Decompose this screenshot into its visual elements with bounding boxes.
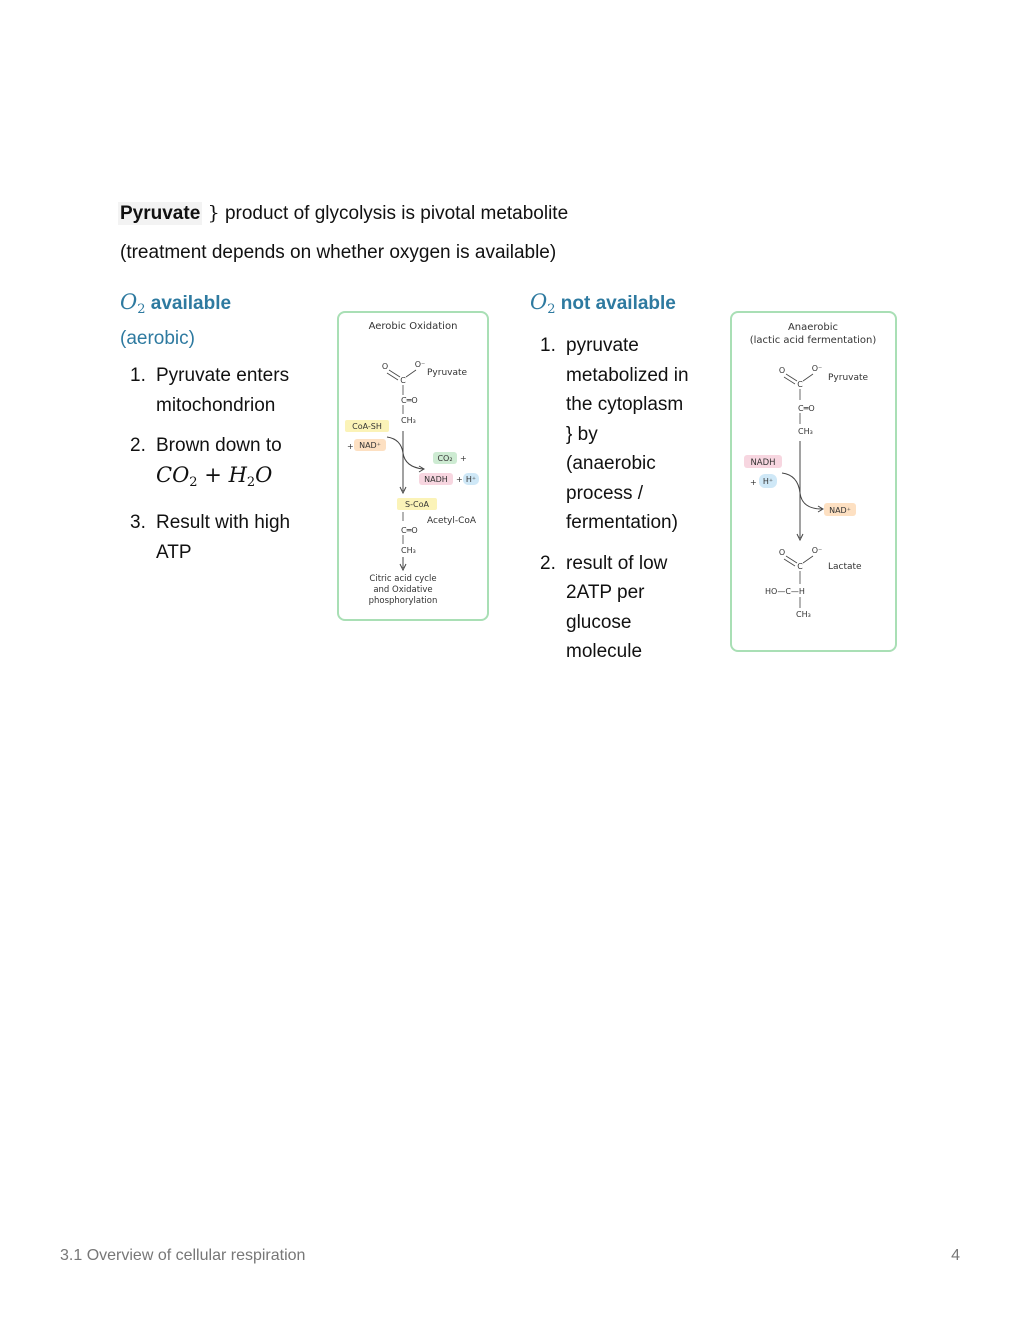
group-ch3: CH₃ [798, 427, 813, 436]
anaerobic-list [540, 331, 691, 678]
atom-c: C [797, 562, 803, 571]
intro-line-1-text: product of glycolysis is pivotal metabolite [224, 203, 569, 224]
figure-title: Anaerobic [787, 322, 839, 333]
atom-o: O [778, 366, 786, 375]
atom-o-minus: O⁻ [811, 546, 823, 555]
group-ch3: CH₃ [401, 416, 416, 425]
anaerobic-heading-bold: not available [560, 293, 676, 314]
label-lactate: Lactate [828, 562, 862, 572]
plus-sign: + [347, 442, 354, 451]
tag-nad-plus: NAD⁺ [359, 441, 381, 450]
group-c-eq-o: C═O [401, 526, 418, 535]
footer-section-title: 3.1 Overview of cellular respiration [60, 1247, 306, 1264]
o2-symbol: $O_2$ [530, 290, 556, 317]
tag-coa-sh: CoA-SH [352, 422, 382, 431]
aerobic-section [120, 288, 320, 353]
caption-line: and Oxidative [373, 585, 433, 595]
tag-nadh: NADH [750, 458, 776, 468]
anaerobic-fermentation-figure [730, 311, 897, 652]
atom-o: O [381, 362, 389, 371]
caption-line: phosphorylation [368, 596, 438, 606]
aerobic-subheading: (aerobic) [120, 328, 195, 349]
aerobic-heading [120, 288, 320, 324]
list-item: 2. result of low 2ATP per glucose molecule [540, 552, 668, 662]
figure-title: Aerobic Oxidation [368, 321, 458, 332]
aerobic-oxidation-figure [337, 311, 489, 621]
label-acetyl-coa: Acetyl-CoA [427, 516, 477, 526]
pyruvate-keyword: Pyruvate [120, 203, 201, 224]
group-ch3: CH₃ [401, 546, 416, 555]
group-c-eq-o: C═O [401, 396, 418, 405]
anaerobic-heading [530, 288, 720, 324]
label-pyruvate: Pyruvate [427, 368, 468, 378]
aerobic-heading-bold: available [150, 293, 232, 314]
o2-symbol: $O_2$ [120, 290, 146, 317]
list-item: 1. Pyruvate enters mitochondrion [130, 365, 290, 416]
group-c-eq-o: C═O [798, 404, 815, 413]
atom-o-minus: O⁻ [811, 364, 823, 373]
tag-h-plus: H⁺ [762, 477, 774, 486]
tag-h-plus: H⁺ [465, 475, 477, 484]
atom-o: O [778, 548, 786, 557]
group-ch3: CH₃ [796, 610, 811, 619]
atom-o-minus: O⁻ [414, 360, 426, 369]
atom-c: C [797, 380, 803, 389]
tag-co2: CO₂ [437, 454, 453, 463]
intro-line-1 [120, 200, 568, 227]
label-pyruvate: Pyruvate [828, 373, 869, 383]
formula-co2-h2o: $CO_2 + H_2O$ [156, 462, 273, 490]
list-item: 1. pyruvate metabolized in the cytoplasm } by (anaerobic process / fermentation) [540, 335, 689, 533]
intro-line-2: (treatment depends on whether oxygen is available) [120, 242, 557, 263]
group-ho-c-h: HO—C—H [765, 587, 805, 596]
tag-s-coa: S-CoA [405, 500, 429, 509]
brace-symbol: } [207, 202, 220, 224]
caption-line: Citric acid cycle [369, 574, 437, 584]
tag-nadh: NADH [424, 475, 448, 484]
list-item: 2. Brown down to $CO_2 + H_2O$ [130, 435, 282, 490]
plus-sign: + [460, 454, 467, 463]
list-item: 3. Result with high ATP [130, 512, 291, 563]
tag-nad-plus: NAD⁺ [829, 506, 851, 515]
plus-sign: + [750, 478, 757, 487]
figure-subtitle: (lactic acid fermentation) [749, 335, 877, 346]
plus-sign: + [456, 475, 463, 484]
page-number: 4 [951, 1247, 960, 1264]
atom-c: C [400, 376, 406, 385]
aerobic-list [130, 361, 316, 578]
